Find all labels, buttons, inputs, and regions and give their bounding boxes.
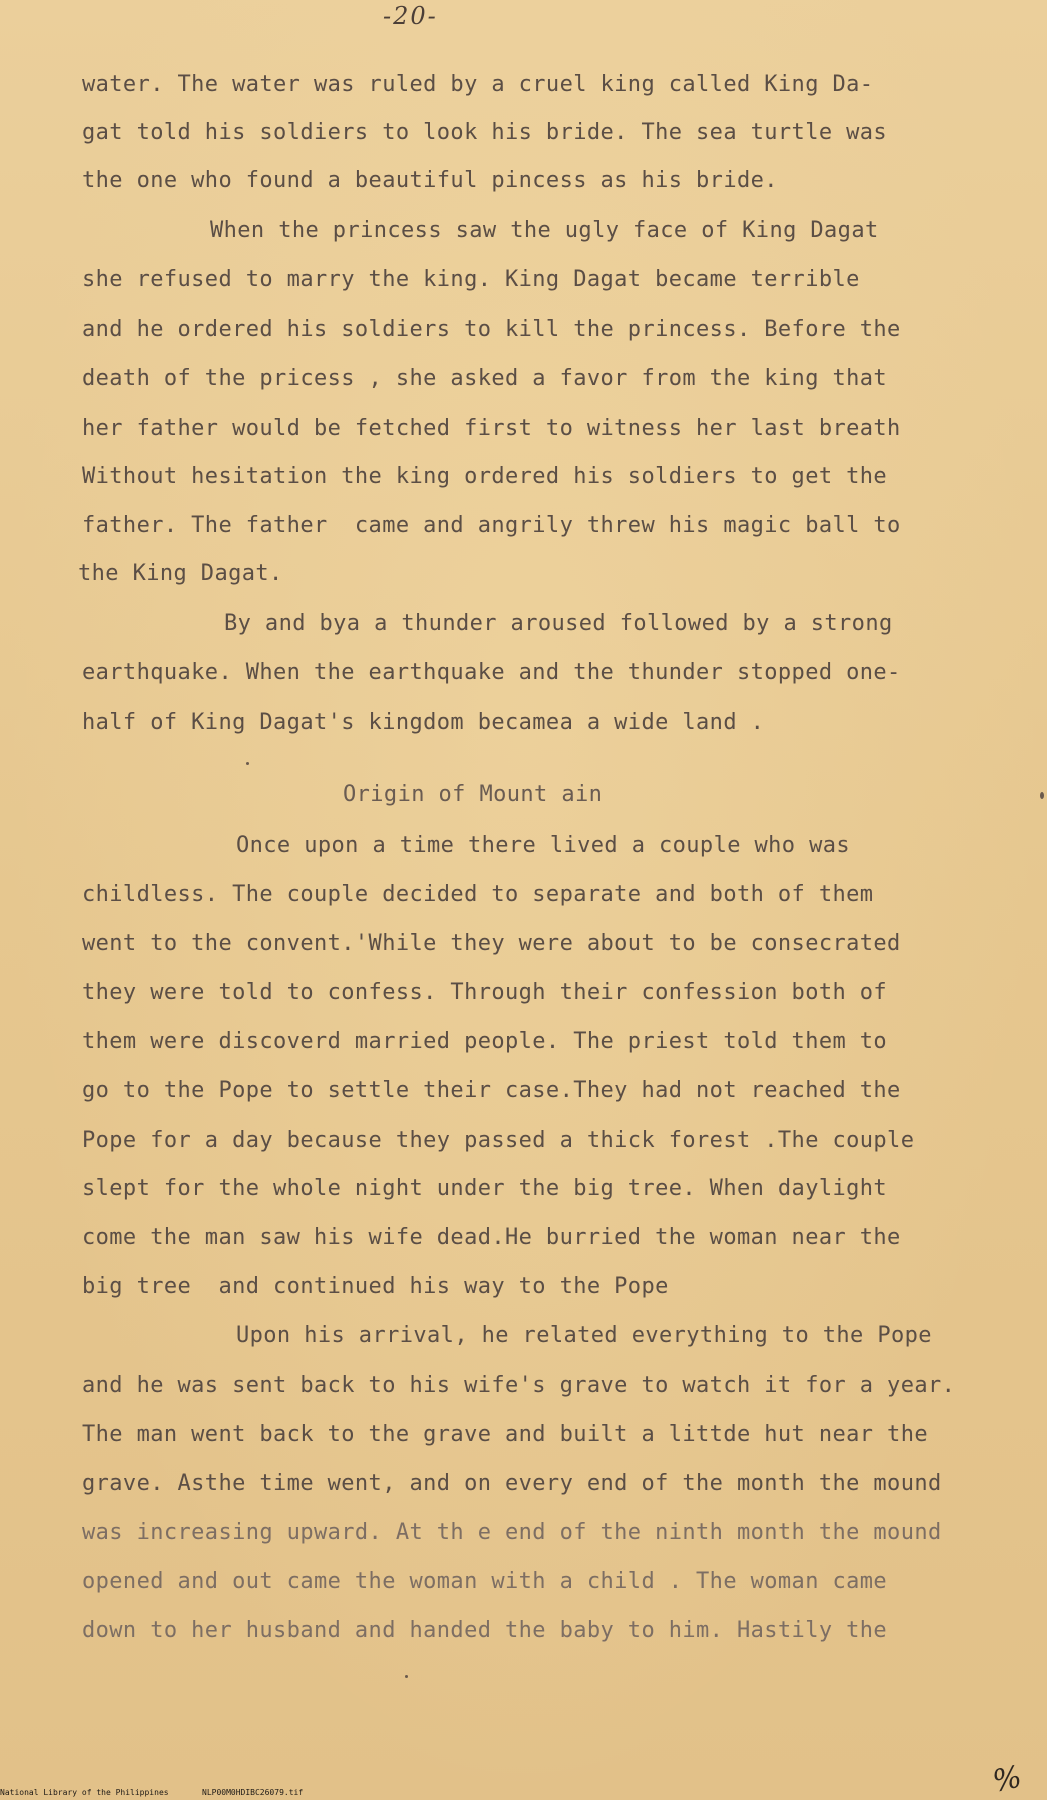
text-line: and he was sent back to his wife's grave to watch it for a year.	[82, 1373, 956, 1398]
text-line: come the man saw his wife dead.He burried the woman near the	[82, 1225, 901, 1250]
text-line: the King Dagat.	[78, 561, 283, 586]
text-line: big tree and continued his way to the Pope	[82, 1274, 669, 1299]
text-line: water. The water was ruled by a cruel king called King Da-	[82, 72, 874, 97]
text-line: grave. Asthe time went, and on every end of the month the mound	[82, 1471, 942, 1496]
text-line: went to the convent.'While they were about to be consecrated	[82, 931, 901, 956]
text-line: half of King Dagat's kingdom becamea a wide land .	[82, 710, 765, 735]
text-line: childless. The couple decided to separate and both of them	[82, 882, 874, 907]
page-number: -20-	[383, 2, 438, 30]
text-line: Once upon a time there lived a couple who was	[236, 833, 851, 858]
text-line: go to the Pope to settle their case.They had not reached the	[82, 1078, 901, 1103]
text-line: Without hesitation the king ordered his soldiers to get the	[82, 464, 888, 489]
archive-footer-library: National Library of the Philippines	[0, 1788, 169, 1797]
section-heading: Origin of Mount ain	[343, 782, 603, 807]
paper-speck	[1040, 792, 1044, 799]
text-line: she refused to marry the king. King Dagat became terrible	[82, 267, 860, 292]
text-line: By and bya a thunder aroused followed by a strong	[224, 611, 893, 636]
text-line: opened and out came the woman with a child . The woman came	[82, 1569, 888, 1594]
handwritten-mark: %	[989, 1759, 1025, 1800]
text-line: death of the pricess , she asked a favor from the king that	[82, 366, 888, 391]
text-line: Upon his arrival, he related everything to the Pope	[236, 1323, 932, 1348]
text-line: her father would be fetched first to witness her last breath	[82, 416, 901, 441]
text-line: father. The father came and angrily threw his magic ball to	[82, 513, 901, 538]
paper-speck	[405, 1675, 408, 1678]
text-line: earthquake. When the earthquake and the thunder stopped one-	[82, 660, 901, 685]
text-line: and he ordered his soldiers to kill the princess. Before the	[82, 317, 901, 342]
text-line: them were discoverd married people. The priest told them to	[82, 1029, 888, 1054]
text-line: was increasing upward. At th e end of the ninth month the mound	[82, 1520, 942, 1545]
text-line: the one who found a beautiful pincess as his bride.	[82, 168, 778, 193]
text-line: The man went back to the grave and built a littde hut near the	[82, 1422, 928, 1447]
text-line: down to her husband and handed the baby to him. Hastily the	[82, 1618, 888, 1643]
text-line: gat told his soldiers to look his bride. The sea turtle was	[82, 120, 888, 145]
text-line: slept for the whole night under the big tree. When daylight	[82, 1176, 888, 1201]
text-line: Pope for a day because they passed a thick forest .The couple	[82, 1128, 915, 1153]
text-line: they were told to confess. Through their confession both of	[82, 980, 888, 1005]
archive-footer-filename: NLP00M0HDIBC26079.tif	[202, 1788, 304, 1797]
paper-speck	[246, 762, 249, 765]
text-line: When the princess saw the ugly face of King Dagat	[210, 218, 879, 243]
